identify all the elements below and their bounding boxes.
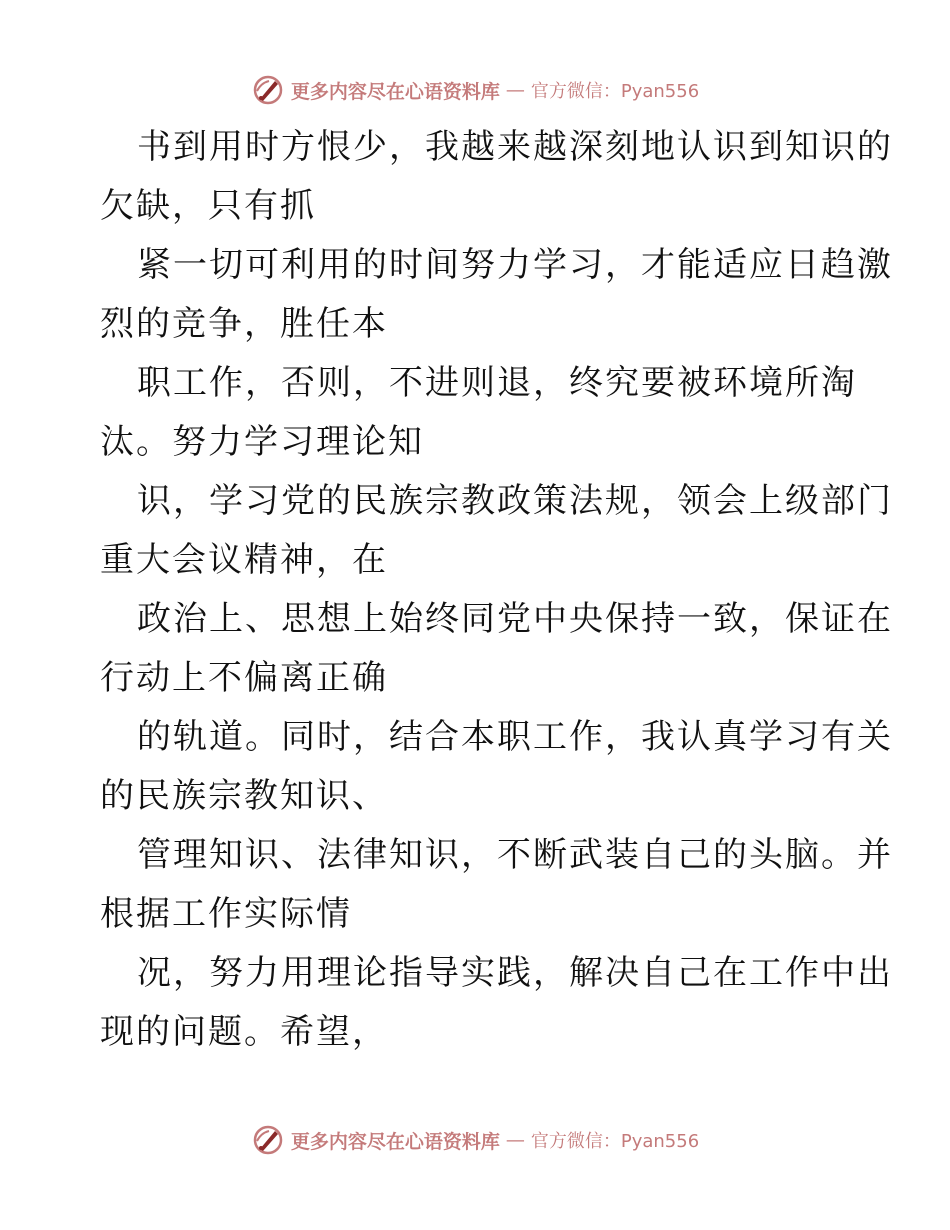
text-line: 的轨道。同时，结合本职工作，我认真学习有关 [137,717,893,757]
banner-wechat: 官方微信：Pyan556 [530,1131,700,1152]
quill-logo-icon [251,1123,285,1157]
text-line: 职工作，否则，不进则退，终究要被环境所淘 [137,363,857,403]
text-line: 政治上、思想上始终同党中央保持一致，保证在 [137,599,893,639]
text-line: 的民族宗教知识、 [100,776,388,816]
document-body [100,118,893,1062]
text-line: 根据工作实际情 [100,894,352,934]
text-line: 汰。努力学习理论知 [100,422,424,462]
banner-dash: — [505,1129,525,1151]
text-line: 书到用时方恨少，我越来越深刻地认识到知识的 [137,127,893,167]
quill-logo-icon [251,73,285,107]
banner-title: 更多内容尽在心语资料库 [290,1130,500,1153]
footer-banner [0,1120,950,1160]
text-line: 欠缺，只有抓 [100,186,316,226]
banner-wechat: 官方微信：Pyan556 [530,81,700,102]
text-line: 行动上不偏离正确 [100,658,388,698]
banner-title: 更多内容尽在心语资料库 [290,80,500,103]
text-line: 况，努力用理论指导实践，解决自己在工作中出 [137,953,893,993]
text-line: 管理知识、法律知识，不断武装自己的头脑。并 [137,835,893,875]
text-line: 紧一切可利用的时间努力学习，才能适应日趋激 [137,245,893,285]
header-banner [0,70,950,110]
banner-dash: — [505,79,525,101]
text-line: 重大会议精神，在 [100,540,388,580]
text-line: 识，学习党的民族宗教政策法规，领会上级部门 [137,481,893,521]
text-line: 烈的竞争，胜任本 [100,304,388,344]
text-line: 现的问题。希望， [100,1012,388,1052]
